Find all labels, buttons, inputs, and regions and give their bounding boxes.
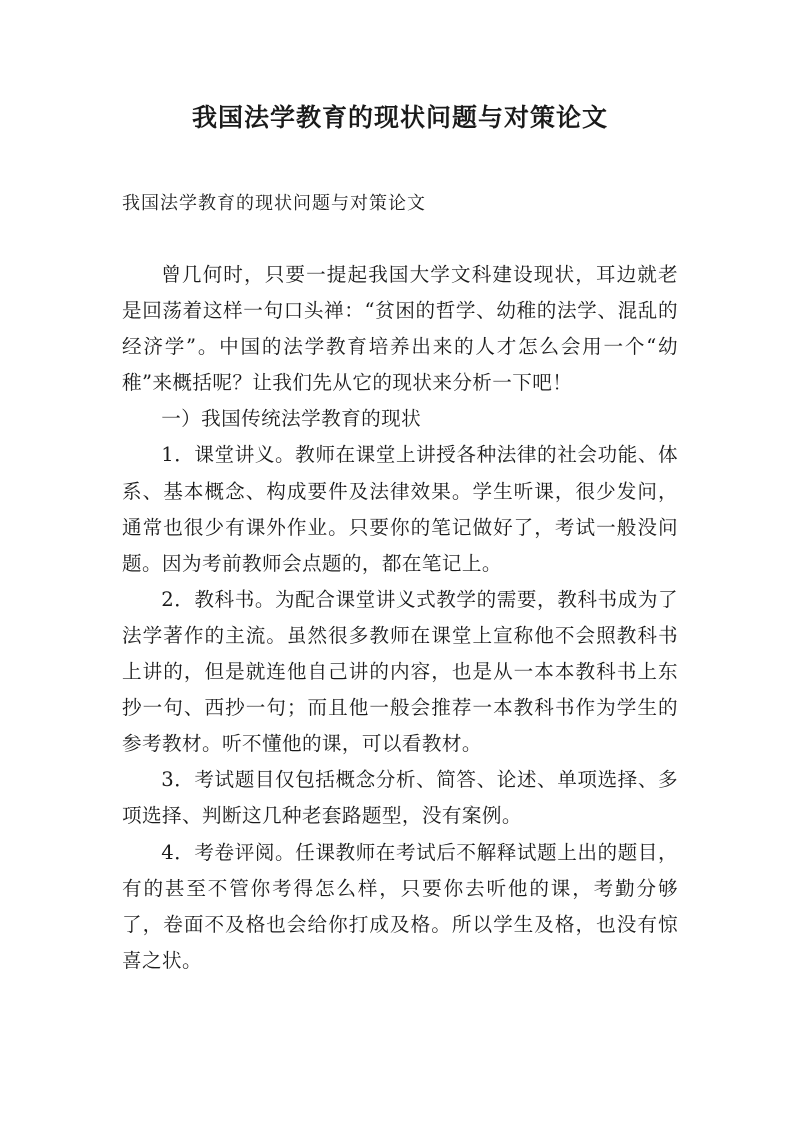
document-title: 我国法学教育的现状问题与对策论文 bbox=[191, 103, 608, 132]
paragraph-intro: 曾几何时，只要一提起我国大学文科建设现状，耳边就老是回荡着这样一句口头禅：“贫困的哲学、幼稚的法学、混乱的经济学”。中国的法学教育培养出来的人才怎么会用一个“幼稚”来概括呢？让我们先从它的现状来分析一下吧！ bbox=[122, 263, 678, 395]
paragraph-item-3: 3．考试题目仅包括概念分析、简答、论述、单项选择、多项选择、判断这几种老套路题型，没有案例。 bbox=[122, 768, 678, 828]
section-heading: 一）我国传统法学教育的现状 bbox=[161, 407, 422, 431]
paragraph-item-4: 4．考卷评阅。任课教师在考试后不解释试题上出的题目，有的甚至不管你考得怎么样，只要你去听他的课，考勤分够了，卷面不及格也会给你打成及格。所以学生及格，也没有惊喜之状。 bbox=[122, 840, 678, 972]
document-subtitle: 我国法学教育的现状问题与对策论文 bbox=[122, 193, 426, 214]
document-body bbox=[122, 257, 678, 979]
paragraph-item-2: 2．教科书。为配合课堂讲义式教学的需要，教科书成为了法学著作的主流。虽然很多教师在课堂上宣称他不会照教科书上讲的，但是就连他自己讲的内容，也是从一本本教科书上东抄一句、西抄一句；而且他一般会推荐一本教科书作为学生的参考教材。听不懂他的课，可以看教材。 bbox=[122, 587, 678, 756]
paragraph-item-1: 1．课堂讲义。教师在课堂上讲授各种法律的社会功能、体系、基本概念、构成要件及法律效果。学生听课，很少发问，通常也很少有课外作业。只要你的笔记做好了，考试一般没问题。因为考前教师会点题的，都在笔记上。 bbox=[122, 443, 678, 575]
